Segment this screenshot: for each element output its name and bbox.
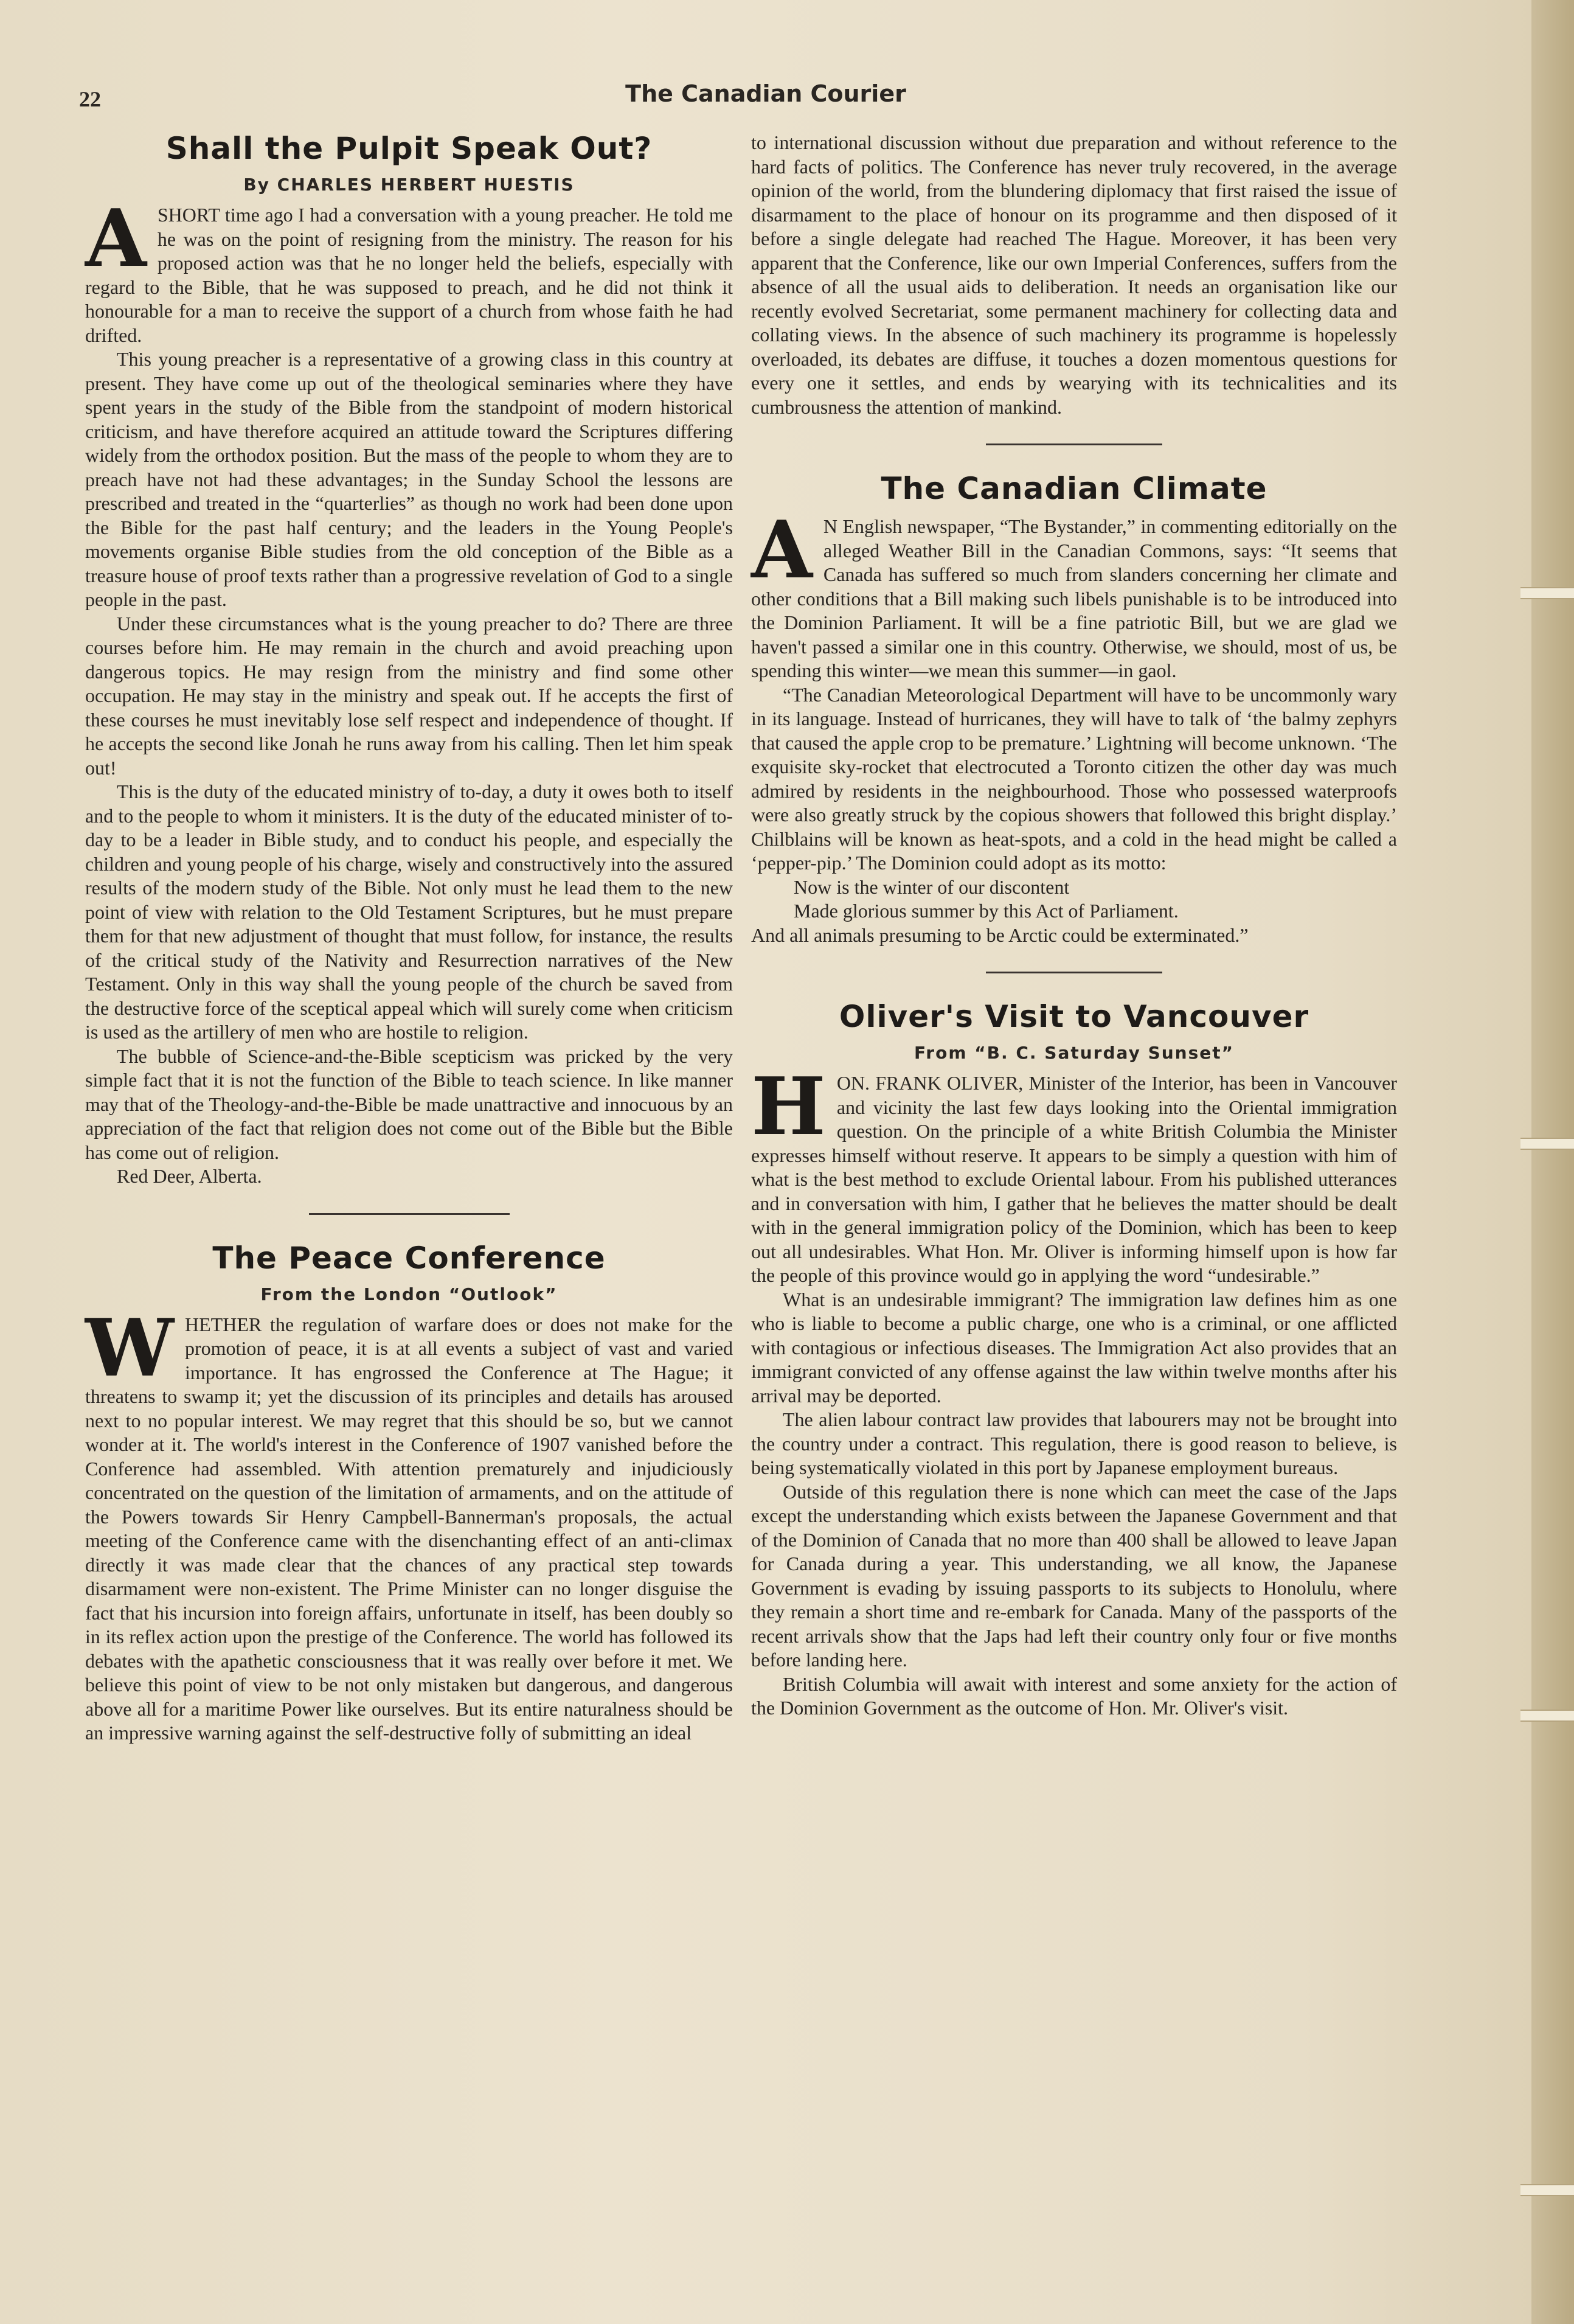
- article-title: Oliver's Visit to Vancouver: [839, 999, 1309, 1034]
- article-oliver-visit: [751, 999, 1397, 1720]
- page-number: 22: [79, 87, 101, 111]
- article-paragraph: WHETHER the regulation of warfare does or does not make for the promotion of peace, it is at all events a subject of vast and varied importance. It has engrossed the Conference at The Hague; it threatens to swamp it; yet the discussion of its principles and details has aroused next to no popular interest. We may regret that this should be so, but we cannot wonder at it. The world's interest in the Conference of 1907 vanished before the Conference had assembled. With attention prematurely and injudiciously concentrated on the question of the limitation of armaments, and on the attitude of the Powers towards Sir Henry Campbell-Bannerman's proposals, the actual meeting of the Conference came with the disenchanting effect of an anti-climax directly it was made clear that the chances of any practical step towards disarmament were non-existent. The Prime Minister can no longer disguise the fact that his incursion into foreign affairs, unfortunate in itself, has been doubly so in its reflex action upon the prestige of the Conference. The world has followed its debates with the apathetic consciousness that it was really over before it met. We believe this point of view to be not only mistaken but dangerous, and dangerous above all for a maritime Power like ourselves. But its entire naturalness should be an impressive warning against the self-destructive folly of submitting an ideal: [85, 1301, 733, 1744]
- drop-cap: H: [751, 1060, 826, 1153]
- binding-edge: [1531, 0, 1574, 2324]
- section-divider: [309, 1213, 510, 1215]
- page-header: [0, 80, 1531, 117]
- article-byline: From “B. C. Saturday Sunset”: [914, 1043, 1235, 1063]
- article-paragraph: And all animals presuming to be Arctic could be exterminated.”: [751, 924, 1249, 946]
- article-title: The Peace Conference: [212, 1240, 606, 1276]
- article-paragraph: Outside of this regulation there is none which can meet the case of the Japs except the understanding which exists between the Japanese Government and that of the Dominion of Canada that no more than 400 shall be allowed to leave Japan for Canada during a year. This understanding, we all know, the Japanese Government is evading by issuing passports to its subjects to Honolulu, where they remain a short time and re-embark for Canada. Many of the passports of the recent arrivals show that the Japs had left their country only four or five months before landing here.: [751, 1480, 1397, 1671]
- publication-title: The Canadian Courier: [625, 80, 906, 107]
- page-tab: [1520, 1138, 1574, 1150]
- section-divider: [986, 972, 1162, 973]
- article-paragraph: ASHORT time ago I had a conversation with a young preacher. He told me he was on the point of resigning from the ministry. The reason for his proposed action was that he no longer held the beliefs, especially with regard to the Bible, that he was supposed to preach, and he did not think it honourable for a man to receive the support of a church from whose faith he had drifted.: [85, 192, 733, 346]
- article-paragraph: This young preacher is a representative of a growing class in this country at present. They have come up out of the theological seminaries where they have spent years in the study of the Bible from the standpoint of modern historical criticism, and have therefore acquired an attitude toward the Scriptures differing widely from the orthodox position. But the mass of the people to whom they are to preach have not had these advantages; in the Sunday School the lessons are prescribed and treated in the “quarterlies” as though no work had been done upon the Bible for the past half century; and the leaders in the Young People's movements organise Bible studies from the old conception of the Bible as a treasure house of proof texts rather than a progressive revelation of God to a single people in the past.: [85, 348, 733, 610]
- article-paragraph: Under these circumstances what is the young preacher to do? There are three courses before him. He may remain in the church and avoid preaching upon dangerous topics. He may resign from the ministry and find some other occupation. He may stay in the ministry and speak out. If he accepts the first of these courses he must inevitably lose self respect and independence of thought. If he accepts the second like Jonah he runs away from his calling. Then let him speak out!: [85, 612, 733, 779]
- right-column: [751, 131, 1397, 1720]
- section-divider: [986, 444, 1162, 445]
- article-paragraph: The alien labour contract law provides that labourers may not be brought into the country under a contract. This regulation, there is good reason to believe, is being systematically violated in this port by Japanese employment bureaus.: [751, 1408, 1397, 1478]
- article-pulpit: [85, 131, 733, 1189]
- article-paragraph: The bubble of Science-and-the-Bible scepticism was pricked by the very simple fact that it is not the function of the Bible to teach science. In like manner may that of the Theology-and-the-Bible be made unattractive and innocuous by an appreciation of the fact that religion does not come out of the Bible but the Bible has come out of religion.: [85, 1045, 733, 1163]
- article-canadian-climate: [751, 471, 1397, 947]
- article-paragraph: What is an undesirable immigrant? The immigration law defines him as one who is liable to become a public charge, one who is a criminal, or one afflicted with contagious or infectious diseases. The Immigration Act also provides that an immigrant convicted of any offense against the law within twelve months after his arrival may be deported.: [751, 1288, 1397, 1407]
- article-paragraph: British Columbia will await with interest and some anxiety for the action of the Dominion Government as the outcome of Hon. Mr. Oliver's visit.: [751, 1672, 1397, 1719]
- article-peace-conference: [85, 1240, 733, 1745]
- verse-line: Made glorious summer by this Act of Parliament.: [794, 900, 1179, 922]
- article-paragraph: “The Canadian Meteorological Department will have to be uncommonly wary in its language. Instead of hurricanes, they will have to talk of ‘the balmy zephyrs that caused the apple crop to be premature.’ Lightning will become unknown. ‘The exquisite sky-rocket that electrocuted a Toronto citizen the other day was much admired by residents in the neighbourhood. Those who possessed waterproofs were also greatly struck by the copious showers that followed this bright display.’ Chilblains will be known as heat-spots, and a cold in the head might be called a ‘pepper-pip.’ The Dominion could adopt as its motto:: [751, 683, 1397, 874]
- article-byline: From the London “Outlook”: [260, 1284, 558, 1304]
- article-title: The Canadian Climate: [881, 471, 1267, 506]
- article-paragraph: This is the duty of the educated ministry of to-day, a duty it owes both to itself and to the people to whom it ministers. It is the duty of the educated minister of to-day to be a leader in Bible study, and to conduct his people, and especially the children and young people of his charge, wisely and constructively into the assured results of the modern study of the Bible. Not only must he lead them to the new point of view with relation to the Old Testament Scriptures, but he must prepare them for that new adjustment of thought that must follow, for instance, the results of the critical study of the Nativity and Resurrection narratives of the New Testament. Only in this way shall the young people of the church be saved from the destructive force of the sceptical appeal which will surely come when criticism is used as the artillery of men who are hostile to religion.: [85, 781, 733, 1043]
- verse-line: Now is the winter of our discontent: [794, 875, 1070, 898]
- article-title: Shall the Pulpit Speak Out?: [165, 131, 653, 166]
- article-signoff: Red Deer, Alberta.: [117, 1165, 262, 1187]
- page-tab: [1520, 1710, 1574, 1722]
- drop-cap: A: [85, 192, 147, 285]
- page-tab: [1520, 587, 1574, 599]
- article-paragraph: A N English newspaper, “The Bystander,” in commenting editorially on the alleged Weather Bill in the Canadian Commons, says: “It seems that Canada has suffered so much from slanders concerning her climate and other conditions that a Bill making such libels punishable is to be introduced into the Dominion Parliament. It will be a fine patriotic Bill, but we are glad we haven't passed a similar one in this country. Otherwise, we should, most of us, be spending this winter—we mean this summer—in gaol.: [751, 503, 1397, 681]
- article-paragraph: HON. FRANK OLIVER, Minister of the Interior, has been in Vancouver and vicinity the last few days looking into the Oriental immigration question. On the principle of a white British Columbia the Minister expresses himself without reserve. It appears to be simply a question with him of what is the best method to exclude Oriental labour. From his published utterances and in conversation with him, I gather that he believes the matter should be dealt with in the general immigration policy of the Dominion, which has been to keep out all undesirables. What Hon. Mr. Oliver is informing himself upon is how far the people of this province would go in applying the word “undesirable.”: [751, 1060, 1397, 1286]
- drop-cap: W: [85, 1301, 174, 1394]
- article-byline: By CHARLES HERBERT HUESTIS: [243, 175, 575, 195]
- left-column: [85, 131, 733, 1745]
- article-paragraph-continued: to international discussion without due preparation and without reference to the hard facts of politics. The Conference has never truly recovered, in the average opinion of the world, from the blundering diplomacy that first raised the issue of disarmament to the place of honour on its programme and then disposed of it before a single delegate had reached The Hague. Moreover, it has been very apparent that the Conference, like our own Imperial Conferences, suffers from the absence of all the usual aids to deliberation. It needs an organisation like our recently evolved Secretariat, some permanent machinery for collecting data and collating views. In the absence of such machinery its programme is hopelessly overloaded, its debates are diffuse, it touches a dozen momentous questions for every one it settles, and ends by wearying with its technicalities and its cumbrousness the attention of mankind.: [751, 131, 1397, 418]
- drop-cap: A: [751, 503, 813, 596]
- page-tab: [1520, 2184, 1574, 2196]
